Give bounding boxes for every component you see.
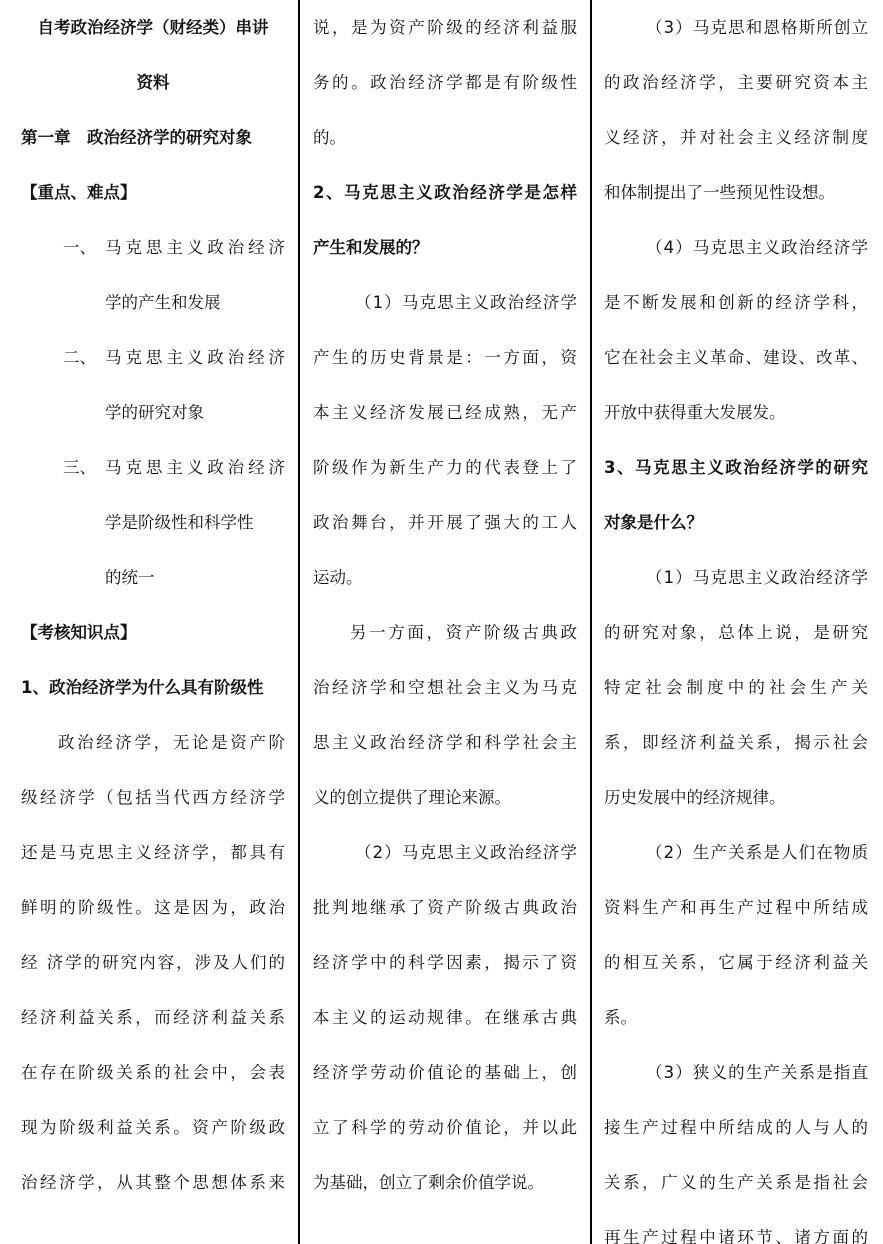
q1-text-line: 说，是为资产阶级的经济利益服 (313, 18, 577, 37)
q2-text-line: （2）马克思主义政治经济学 (355, 843, 577, 862)
outline-text-cont: 学是阶级性和科学性 (105, 513, 254, 532)
q2-text-line: 经济学中的科学因素，揭示了资 (313, 953, 577, 972)
column-1 (21, 0, 285, 1244)
column-3 (604, 0, 868, 1244)
q2-text-line: 的政治经济学，主要研究资本主 (604, 73, 868, 92)
question-2-title: 2、马克思主义政治经济学是怎样 (313, 183, 577, 202)
q1-text-line: 级经济学（包括当代西方经济学 (21, 788, 285, 807)
q2-text-line: 开放中获得重大发展发。 (604, 403, 786, 422)
q1-text-line: 的。 (313, 128, 346, 147)
q2-text-line: 治经济学和空想社会主义为马克 (313, 678, 577, 697)
doc-title-line1: 自考政治经济学（财经类）串讲 (37, 18, 269, 37)
q3-text-line: 特定社会制度中的社会生产关 (604, 678, 868, 697)
column-divider-2 (590, 0, 592, 1244)
outline-text: 马克思主义政治经济 (105, 458, 285, 477)
q1-text-line: 经济利益关系，而经济利益关系 (21, 1008, 285, 1027)
q3-text-line: 系，即经济利益关系，揭示社会 (604, 733, 868, 752)
outline-text-cont: 学的研究对象 (105, 403, 204, 422)
q3-text-line: 的相互关系，它属于经济利益关 (604, 953, 868, 972)
outline-number: 一、 (63, 238, 96, 257)
q1-text-line: 还是马克思主义经济学，都具有 (21, 843, 285, 862)
q2-text-line: （1）马克思主义政治经济学 (355, 293, 577, 312)
q2-text-line: 批判地继承了资产阶级古典政治 (313, 898, 577, 917)
q3-text-line: 关系，广义的生产关系是指社会 (604, 1173, 868, 1192)
q2-text-line: 义的创立提供了理论来源。 (313, 788, 511, 807)
q3-text-line: 资料生产和再生产过程中所结成 (604, 898, 868, 917)
key-points-heading: 【重点、难点】 (21, 183, 137, 202)
q2-text-line: 产生的历史背景是：一方面，资 (313, 348, 577, 367)
q1-text-line: 治经济学，从其整个思想体系来 (21, 1173, 285, 1192)
chapter-heading: 第一章 政治经济学的研究对象 (21, 128, 252, 147)
q2-text-line: 政治舞台，并开展了强大的工人 (313, 513, 577, 532)
q2-text-line: 它在社会主义革命、建设、改革、 (604, 348, 868, 367)
q2-text-line: 本主义的运动规律。在继承古典 (313, 1008, 577, 1027)
q3-text-line: （3）狭义的生产关系是指直 (646, 1063, 868, 1082)
q2-text-line: 本主义经济发展已经成熟，无产 (313, 403, 577, 422)
q1-text-line: 务的。政治经济学都是有阶级性 (313, 73, 577, 92)
outline-text: 马克思主义政治经济 (105, 238, 285, 257)
q2-text-line: 阶级作为新生产力的代表登上了 (313, 458, 577, 477)
question-3-title: 3、马克思主义政治经济学的研究 (604, 458, 868, 477)
question-1-title: 1、政治经济学为什么具有阶级性 (21, 678, 264, 697)
q2-text-line: 思主义政治经济学和科学社会主 (313, 733, 577, 752)
outline-item-1 (21, 220, 285, 275)
q2-text-line: （4）马克思主义政治经济学 (646, 238, 868, 257)
outline-item-3 (21, 440, 285, 495)
q3-text-line: 的研究对象，总体上说，是研究 (604, 623, 868, 642)
question-3-title-cont: 对象是什么？ (604, 513, 703, 532)
outline-text-cont: 的统一 (105, 568, 155, 587)
doc-title-line2: 资料 (136, 73, 170, 92)
q3-text-line: （2）生产关系是人们在物质 (646, 843, 868, 862)
outline-item-2 (21, 330, 285, 385)
q1-text-line: 在存在阶级关系的社会中，会表 (21, 1063, 285, 1082)
column-divider-1 (298, 0, 300, 1244)
q2-text-line: 是不断发展和创新的经济学科， (604, 293, 868, 312)
q3-text-line: 再生产过程中诸环节、诸方面的 (604, 1228, 868, 1244)
outline-number: 三、 (63, 458, 96, 477)
q2-text-line: （3）马克思和恩格斯所创立 (646, 18, 868, 37)
q1-text-line: 经 济学的研究内容，涉及人们的 (21, 953, 285, 972)
q3-text-line: 接生产过程中所结成的人与人的 (604, 1118, 868, 1137)
q3-text-line: 系。 (604, 1008, 637, 1027)
outline-number: 二、 (63, 348, 96, 367)
q1-text-line: 政治经济学，无论是资产阶 (58, 733, 285, 752)
q1-text-line: 现为阶级利益关系。资产阶级政 (21, 1118, 285, 1137)
q2-text-line: 义经济，并对社会主义经济制度 (604, 128, 868, 147)
q2-text-line: 另一方面，资产阶级古典政 (350, 623, 577, 642)
q2-text-line: 运动。 (313, 568, 363, 587)
q2-text-line: 立了科学的劳动价值论，并以此 (313, 1118, 577, 1137)
q2-text-line: 和体制提出了一些预见性设想。 (604, 183, 835, 202)
q3-text-line: （1）马克思主义政治经济学 (646, 568, 868, 587)
question-2-title-cont: 产生和发展的？ (313, 238, 429, 257)
q2-text-line: 为基础，创立了剩余价值学说。 (313, 1173, 544, 1192)
outline-text: 马克思主义政治经济 (105, 348, 285, 367)
column-2 (313, 0, 577, 1244)
outline-text-cont: 学的产生和发展 (105, 293, 221, 312)
exam-points-heading: 【考核知识点】 (21, 623, 137, 642)
q2-text-line: 经济学劳动价值论的基础上，创 (313, 1063, 577, 1082)
q1-text-line: 鲜明的阶级性。这是因为，政治 (21, 898, 285, 917)
q3-text-line: 历史发展中的经济规律。 (604, 788, 786, 807)
